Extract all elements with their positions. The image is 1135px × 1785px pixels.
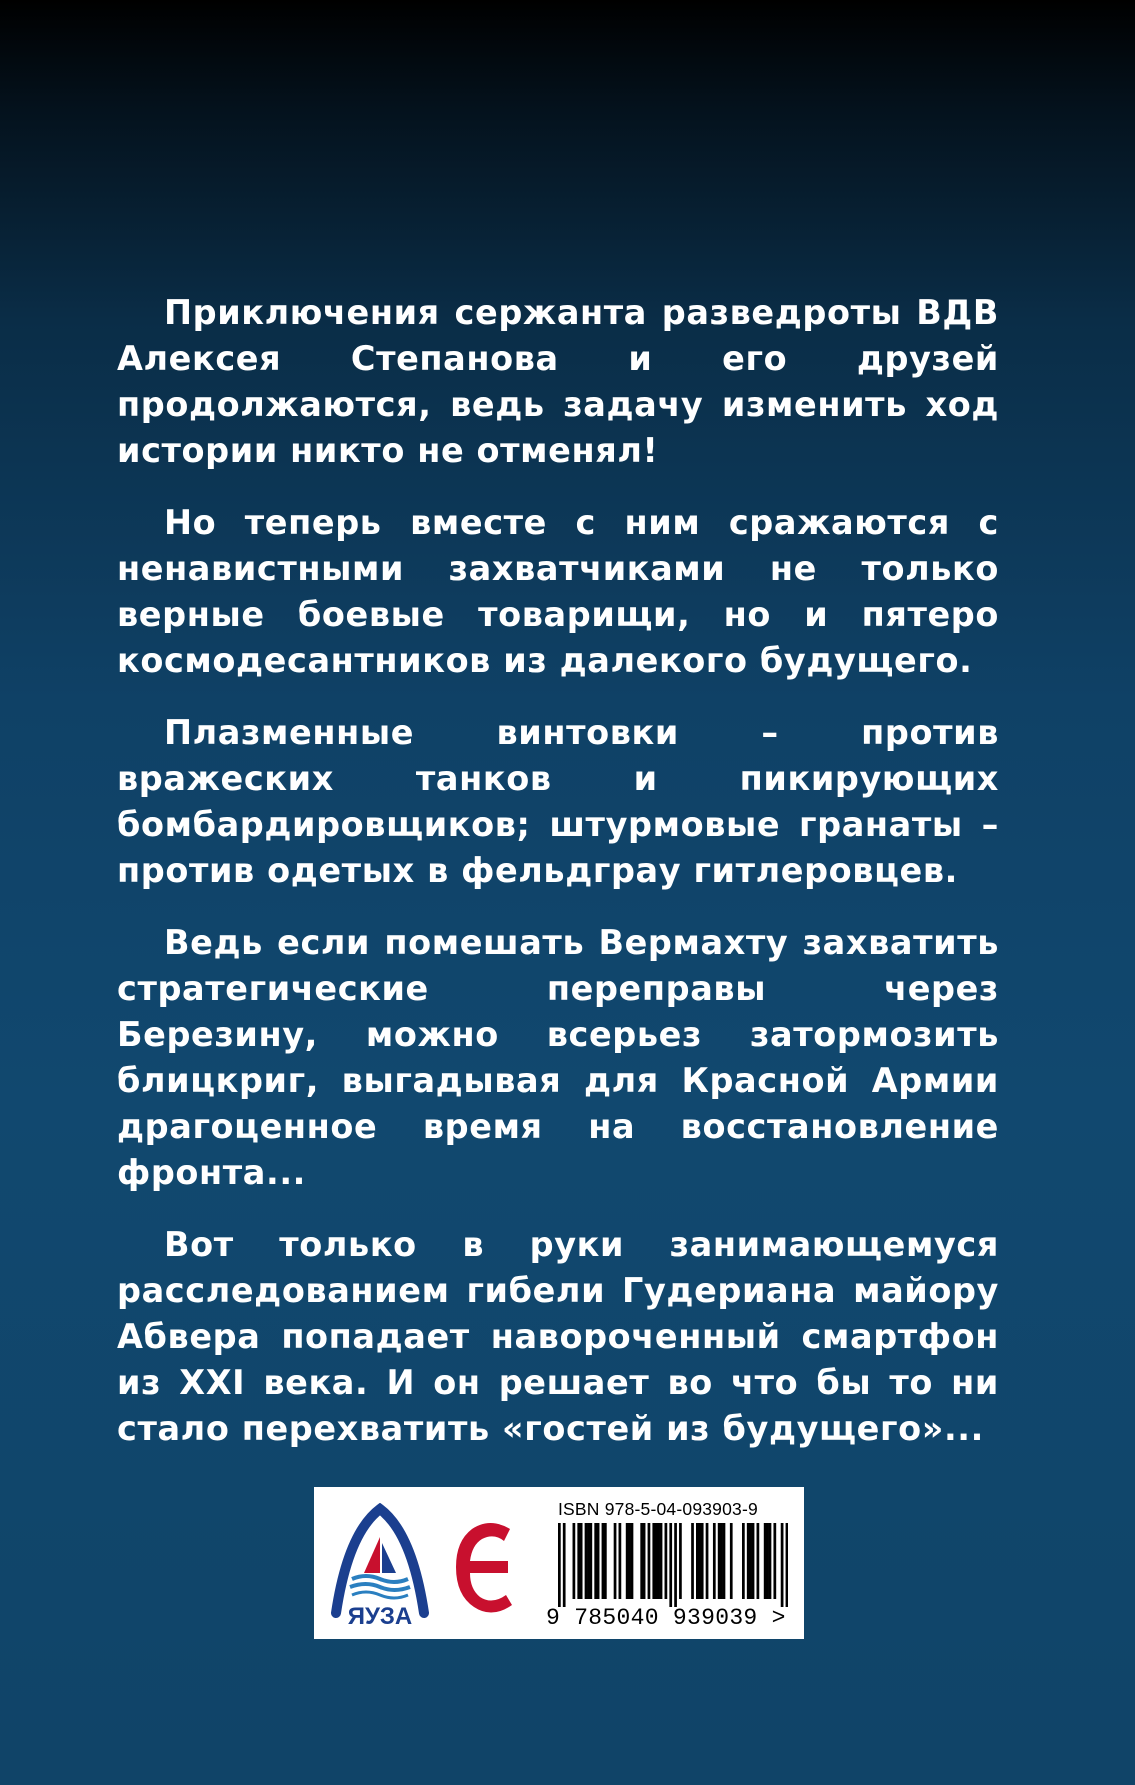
barcode-bar (589, 1523, 592, 1599)
barcode-bar (773, 1523, 776, 1599)
barcode-bar (747, 1523, 750, 1599)
barcode-bar (631, 1523, 634, 1599)
barcode-bar (742, 1523, 745, 1599)
barcode-bar (698, 1523, 701, 1599)
eksmo-logo-icon (450, 1515, 528, 1619)
barcode-bar (619, 1523, 622, 1599)
barcode-bar (657, 1523, 660, 1599)
barcode-bar (691, 1523, 694, 1599)
yauza-logo-icon (328, 1503, 432, 1629)
barcode-bar (655, 1523, 658, 1599)
barcode-bar (730, 1523, 733, 1599)
blurb-paragraph-1: Приключения сержанта разведроты ВДВ Алексея Степанова и его друзей продолжаются, ведь задачу изменить ход истории никто не отменял! (117, 293, 999, 470)
blurb-paragraph-2: Но теперь вместе с ним сражаются с ненавистными захватчиками не только верные боевые товарищи, но и пятеро космодесантников из далекого будущего. (117, 503, 999, 680)
yauza-logo-text: ЯУЗА (347, 1603, 413, 1629)
barcode-bar (628, 1523, 631, 1599)
barcode-bar (558, 1523, 561, 1607)
barcode-bar (602, 1523, 605, 1599)
barcode-bar (720, 1523, 723, 1599)
barcode-bar (674, 1523, 677, 1607)
barcode-bar (764, 1523, 767, 1599)
barcode-bar (757, 1523, 760, 1599)
barcode-bar (580, 1523, 583, 1599)
barcode-bar (587, 1523, 590, 1599)
barcode-bar (718, 1523, 721, 1599)
barcode-bar (648, 1523, 651, 1599)
barcode-bar (585, 1523, 588, 1599)
barcode-bar (597, 1523, 600, 1599)
barcode-bar (614, 1523, 617, 1599)
barcode-bar (749, 1523, 752, 1599)
barcode-bar (713, 1523, 716, 1599)
barcode-bar (669, 1523, 672, 1607)
barcode-bar (752, 1523, 755, 1599)
barcode-bar (706, 1523, 709, 1599)
blurb-paragraph-4: Ведь если помешать Вермахту захватить стратегические переправы через Березину, можно всерьез затормозить блицкриг, выгадывая для Красной Армии драгоценное время на восстановление фронта... (117, 923, 999, 1192)
barcode-bar (766, 1523, 769, 1599)
barcode-bar (604, 1523, 607, 1599)
barcode-digits: 9 785040 939039 > (546, 1605, 786, 1631)
barcode-bar (577, 1523, 580, 1599)
barcode-bar (701, 1523, 704, 1599)
barcode-bar (640, 1523, 643, 1599)
back-cover-blurb (117, 290, 999, 1478)
barcode-bar (723, 1523, 726, 1599)
barcode-bar (652, 1523, 655, 1599)
barcode-bar (769, 1523, 772, 1599)
barcode-bar (643, 1523, 646, 1599)
publisher-barcode-panel (314, 1487, 804, 1639)
barcode-bar (781, 1523, 784, 1607)
isbn-label: ISBN 978-5-04-093903-9 (558, 1499, 758, 1519)
barcode-bar (563, 1523, 566, 1607)
barcode-bar (626, 1523, 629, 1599)
barcode-bar (660, 1523, 663, 1599)
barcode-bar (594, 1523, 597, 1599)
blurb-paragraph-3: Плазменные винтовки – против вражеских танков и пикирующих бомбардировщиков; штурмовые гранаты – против одетых в фельдграу гитлеровцев. (117, 713, 999, 890)
blurb-paragraph-5: Вот только в руки занимающемуся расследованием гибели Гудериана майору Абвера попадает навороченный смартфон из XXI века. И он решает во что бы то ни стало перехватить «гостей из будущего»... (117, 1225, 999, 1448)
barcode-bar (679, 1523, 682, 1599)
barcode-bar (665, 1523, 668, 1599)
barcode-bar (696, 1523, 699, 1599)
barcode-bar (573, 1523, 576, 1599)
barcode-bar (786, 1523, 788, 1607)
barcode-icon (558, 1523, 788, 1607)
